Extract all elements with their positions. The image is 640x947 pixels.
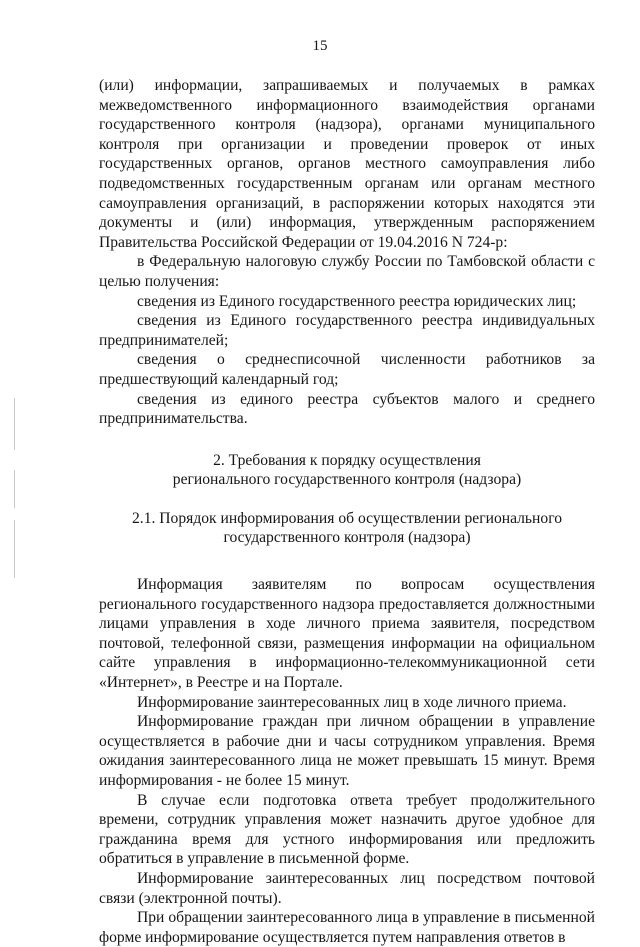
subsection-heading xyxy=(99,509,595,548)
list-item: сведения из Единого государственного реестра юридических лиц; xyxy=(137,292,577,310)
paragraph: При обращении заинтересованного лица в управление в письменной форме информирование осуществляется путем направления ответов в xyxy=(99,909,595,946)
paragraph: Информация заявителям по вопросам осуществления регионального государственного надзора предоставляется должностными лицами управления в ходе личного приема заявителя, посредством почтовой, телефонной связи, размещения информации на официальном сайте управления в информационно-телекоммуникационной сети «Интернет», в Реестре и на Портале. xyxy=(99,576,595,692)
document-body xyxy=(99,76,595,947)
list-item: сведения из единого реестра субъектов малого и среднего предпринимательства. xyxy=(99,390,595,428)
section-heading-line: 2. Требования к порядку осуществления xyxy=(213,451,481,469)
paragraph: (или) информации, запрашиваемых и получаемых в рамках межведомственного информационного взаимодействия органами государственного контроля (надзора), органами муниципального контроля при организации и проведении проверок от иных государственных органов, органов местного самоуправления либо подведомственных государственным органам или органам местного самоуправления организаций, в распоряжении которых находятся эти документы и (или) информация, утвержденным распоряжением Правительства Российской Федерации от 19.04.2016 N 724-р: xyxy=(99,77,595,251)
paragraph: В случае если подготовка ответа требует продолжительного времени, сотрудник управления может назначить другое удобное для гражданина время для устного информирования или предложить обратиться в управление в письменной форме. xyxy=(99,791,595,868)
scan-edge-mark xyxy=(14,398,15,450)
paragraph: Информирование граждан при личном обращении в управление осуществляется в рабочие дни и часы сотрудником управления. Время ожидания заинтересованного лица не может превышать 15 минут. Время информирования - не более 15 минут. xyxy=(99,713,595,789)
subsection-heading-line: государственного контроля (надзора) xyxy=(223,529,471,547)
section-heading xyxy=(99,451,595,490)
scan-edge-mark xyxy=(14,470,15,508)
page-number: 15 xyxy=(312,38,328,54)
list-item: сведения о среднесписочной численности работников за предшествующий календарный год; xyxy=(99,351,595,388)
list-item: сведения из Единого государственного реестра индивидуальных предпринимателей; xyxy=(99,312,595,349)
section-heading-line: регионального государственного контроля (надзора) xyxy=(172,471,522,489)
scan-edge-mark xyxy=(14,520,15,578)
paragraph: Информирование заинтересованных лиц в ходе личного приема. xyxy=(137,693,567,711)
paragraph: в Федеральную налоговую службу России по Тамбовской области с целью получения: xyxy=(99,253,595,290)
subsection-heading-line: 2.1. Порядок информирования об осуществлении регионального xyxy=(132,509,562,527)
paragraph: Информирование заинтересованных лиц посредством почтовой связи (электронной почты). xyxy=(99,869,595,907)
